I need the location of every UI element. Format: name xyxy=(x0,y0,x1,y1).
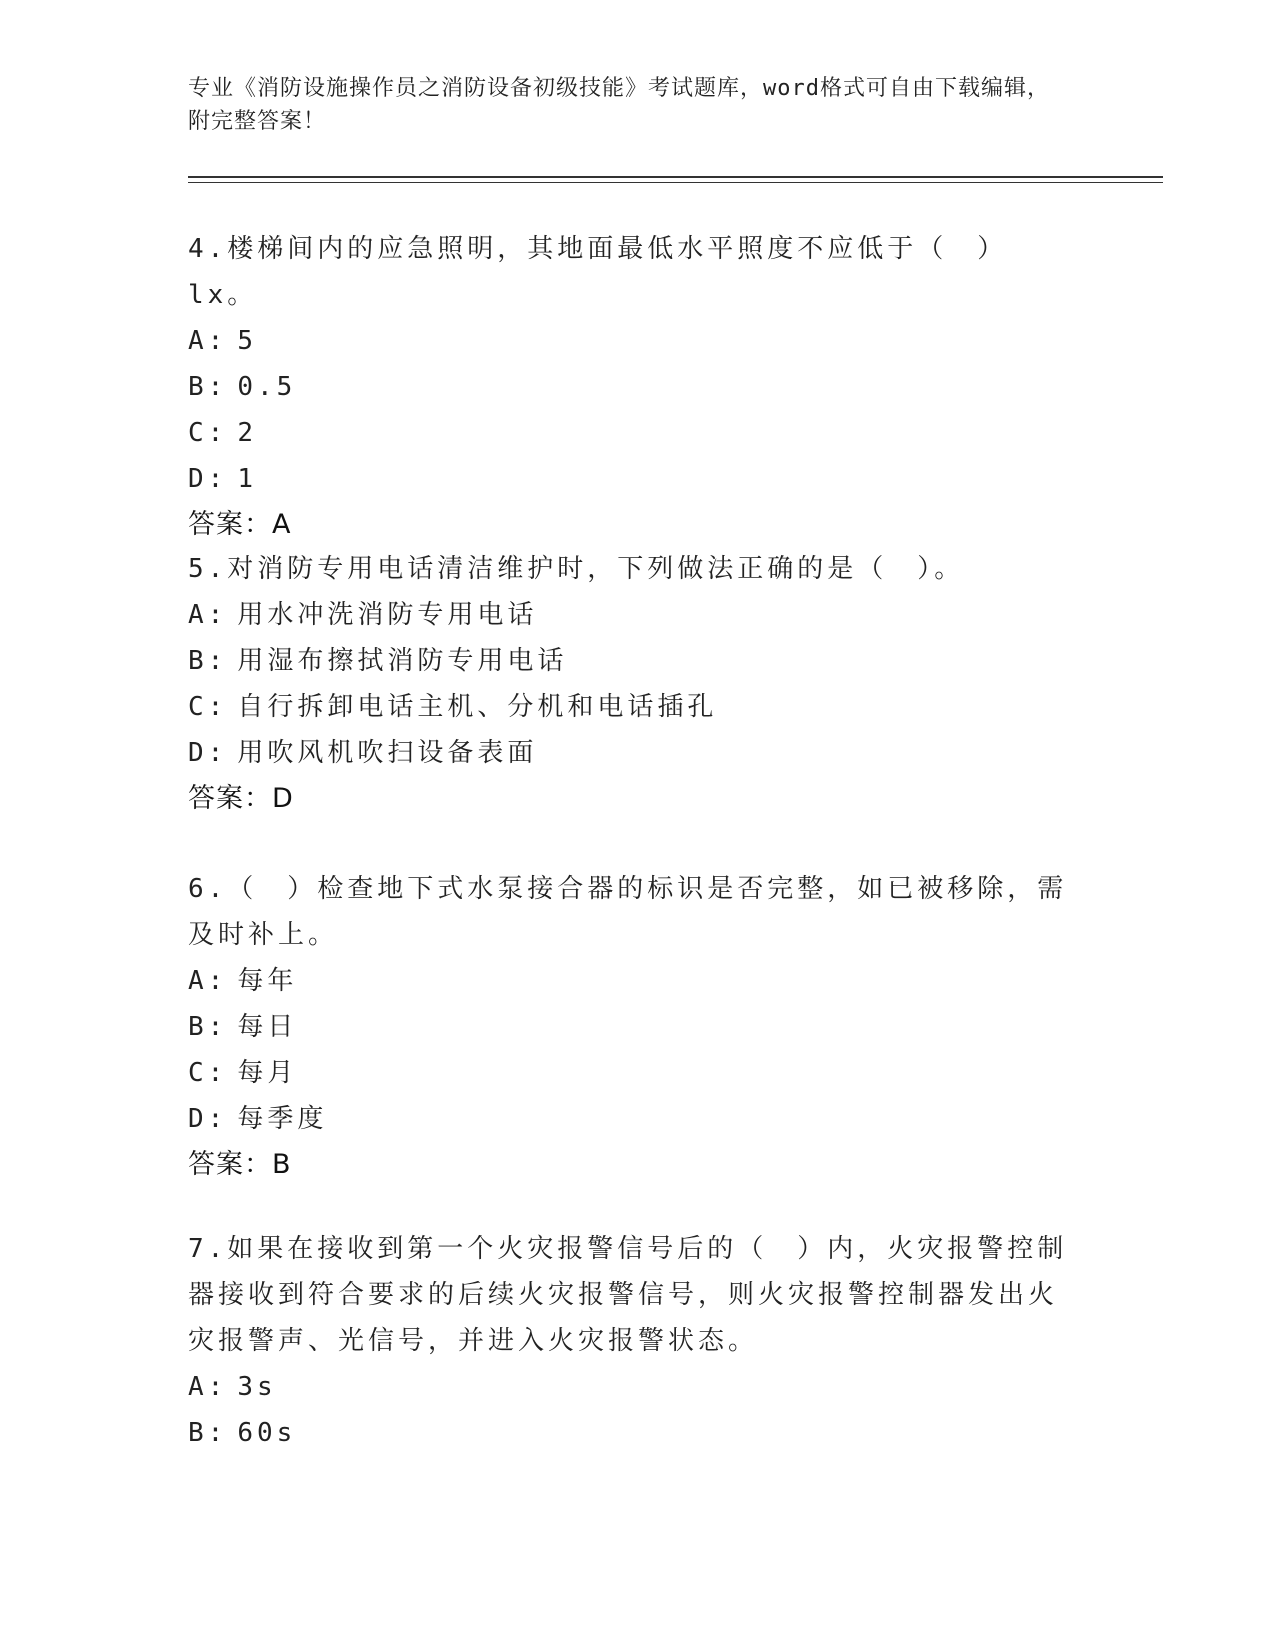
question-5 xyxy=(188,546,1068,822)
option-text: 用水冲洗消防专用电话 xyxy=(237,600,538,630)
option-a xyxy=(188,1364,1068,1410)
option-b xyxy=(188,1410,1068,1456)
option-letter: A: xyxy=(188,1372,228,1402)
header-description: 专业《消防设施操作员之消防设备初级技能》考试题库，word格式可自由下载编辑，附完整答案！ xyxy=(188,76,1050,134)
option-letter: B: xyxy=(188,1418,228,1448)
option-text: 每季度 xyxy=(237,1104,328,1134)
question-stem: 6.（ ）检查地下式水泵接合器的标识是否完整，如已被移除，需及时补上。 xyxy=(188,874,1068,950)
option-text: 3s xyxy=(237,1372,277,1402)
answer: 答案：A xyxy=(188,509,292,540)
option-c xyxy=(188,410,1068,456)
option-a xyxy=(188,318,1068,364)
answer: 答案：D xyxy=(188,783,294,814)
option-letter: A: xyxy=(188,966,228,996)
option-text: 5 xyxy=(237,326,257,356)
option-letter: D: xyxy=(188,464,228,494)
option-letter: C: xyxy=(188,692,228,722)
option-text: 每日 xyxy=(237,1012,298,1042)
option-letter: C: xyxy=(188,1058,228,1088)
header-divider-thick xyxy=(188,176,1163,178)
option-letter: B: xyxy=(188,646,228,676)
option-d xyxy=(188,1096,1068,1142)
option-text: 0.5 xyxy=(237,372,297,402)
option-letter: D: xyxy=(188,1104,228,1134)
option-d xyxy=(188,730,1068,776)
option-text: 60s xyxy=(237,1418,297,1448)
question-4 xyxy=(188,226,1068,548)
option-text: 1 xyxy=(237,464,257,494)
option-letter: D: xyxy=(188,738,228,768)
option-d xyxy=(188,456,1068,502)
option-text: 2 xyxy=(237,418,257,448)
option-a xyxy=(188,592,1068,638)
option-letter: B: xyxy=(188,1012,228,1042)
option-letter: B: xyxy=(188,372,228,402)
option-b xyxy=(188,1004,1068,1050)
question-stem: 4.楼梯间内的应急照明，其地面最低水平照度不应低于（ ）lx。 xyxy=(188,234,1008,310)
option-letter: A: xyxy=(188,326,228,356)
document-header xyxy=(188,72,1068,138)
option-c xyxy=(188,684,1068,730)
option-text: 用吹风机吹扫设备表面 xyxy=(237,738,538,768)
option-text: 用湿布擦拭消防专用电话 xyxy=(237,646,568,676)
option-letter: A: xyxy=(188,600,228,630)
option-b xyxy=(188,638,1068,684)
option-text: 自行拆卸电话主机、分机和电话插孔 xyxy=(237,692,718,722)
header-divider-thin xyxy=(188,182,1163,183)
question-6 xyxy=(188,866,1068,1188)
question-7 xyxy=(188,1226,1068,1456)
option-letter: C: xyxy=(188,418,228,448)
option-c xyxy=(188,1050,1068,1096)
option-a xyxy=(188,958,1068,1004)
option-b xyxy=(188,364,1068,410)
option-text: 每月 xyxy=(237,1058,298,1088)
question-stem: 5.对消防专用电话清洁维护时，下列做法正确的是（ ）。 xyxy=(188,554,965,584)
answer: 答案：B xyxy=(188,1149,292,1180)
question-stem: 7.如果在接收到第一个火灾报警信号后的（ ）内，火灾报警控制器接收到符合要求的后续火灾报警信号，则火灾报警控制器发出火灾报警声、光信号，并进入火灾报警状态。 xyxy=(188,1234,1068,1356)
option-text: 每年 xyxy=(237,966,298,996)
